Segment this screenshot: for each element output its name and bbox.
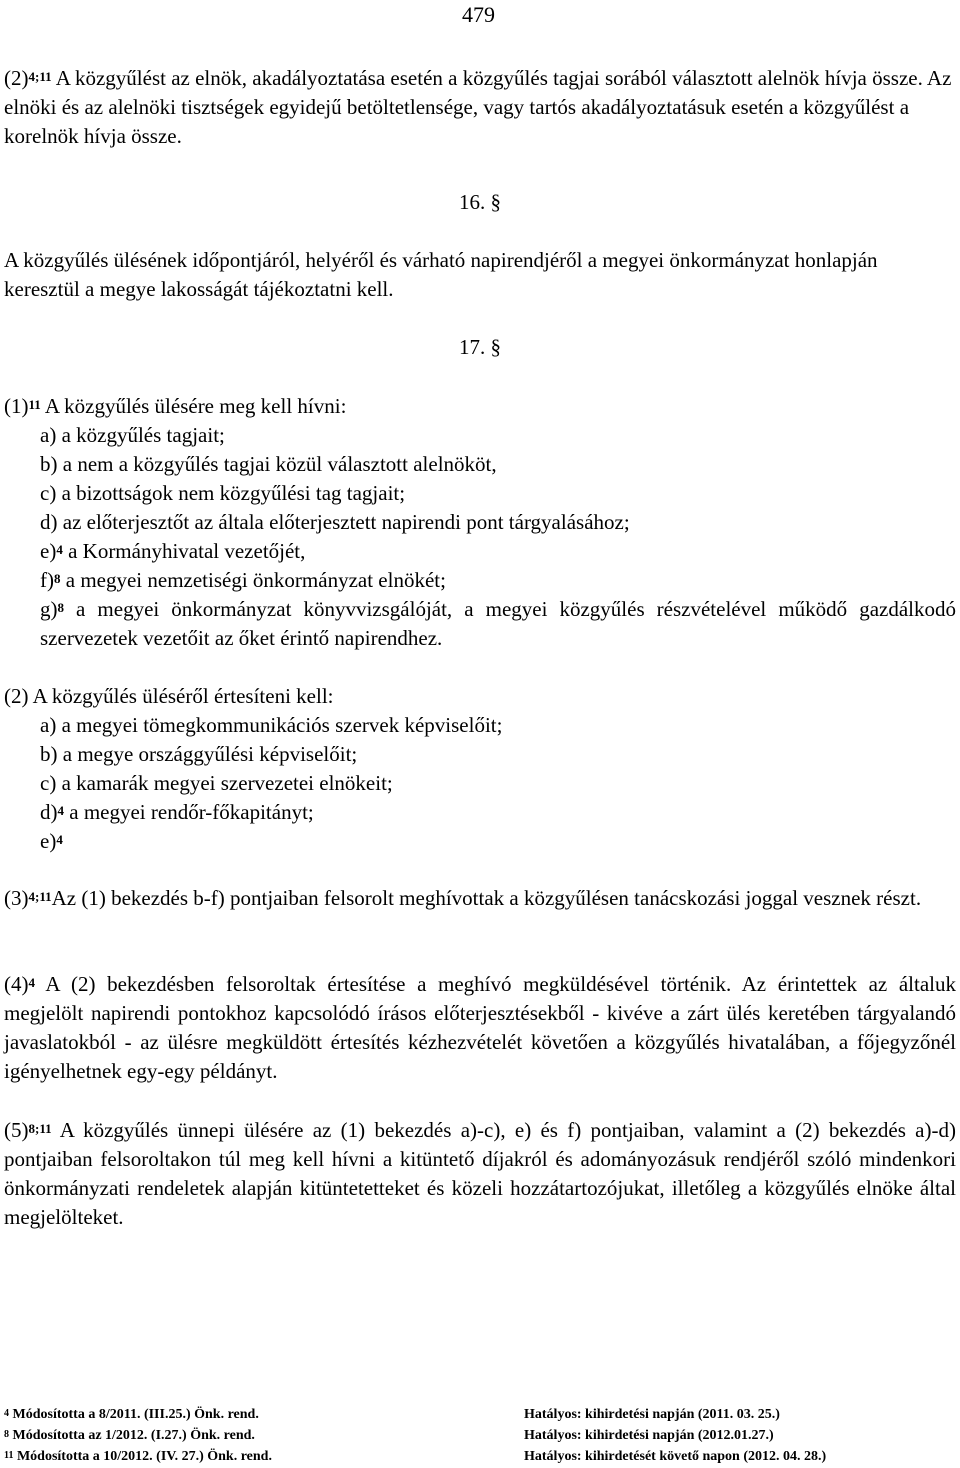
paragraph-17-3	[4, 884, 956, 913]
paragraph-17-4	[4, 970, 956, 1086]
list-item: d)$^4$ a megyei rendőr-főkapitányt;	[40, 800, 314, 824]
list-item: c) a kamarák megyei szervezetei elnökeit;	[40, 771, 393, 795]
footnote-number: 4	[4, 1408, 9, 1419]
footnote-ref: 8;11	[28, 1121, 52, 1136]
list-item: a) a közgyűlés tagjait;	[40, 423, 225, 447]
paragraph-17-5	[4, 1116, 956, 1232]
paragraph-prefix: (4)	[4, 972, 29, 996]
section-16-heading: 16. §	[459, 190, 501, 214]
section-16-text: A közgyűlés ülésének időpontjáról, helyéről és várható napirendjéről a megyei önkormányzat honlapján keresztül a megye lakosságát tájékoztatni kell.	[4, 248, 878, 301]
paragraph-17-2-intro: (2) A közgyűlés üléséről értesíteni kell:	[4, 684, 334, 708]
paragraph-text: A közgyűlés ünnepi ülésére az (1) bekezdés a)-c), e) és f) pontjaiban, valamint a (2) bekezdés a)-d) pontjaiban felsoroltakon túl meg kell hívni a kitüntető díjakról és adományozásuk rendjéről szóló mindenkori önkormányzati rendeletek alapján kitüntetetteket és közeli hozzátartozójukat, illetőleg a közgyűlés elnöke által megjelölteket.	[4, 1118, 956, 1229]
paragraph-15-2	[4, 64, 956, 151]
footnote-ref: 4	[28, 975, 35, 990]
footnote-ref: 4;11	[28, 69, 52, 84]
list-item: a) a megyei tömegkommunikációs szervek képviselőit;	[40, 713, 503, 737]
footnote-source: Módosította a 10/2012. (IV. 27.) Önk. rend.	[16, 1449, 272, 1464]
footnote-number: 8	[4, 1429, 9, 1440]
footnote-source: Módosította az 1/2012. (I.27.) Önk. rend.	[12, 1428, 255, 1443]
footnotes	[4, 1404, 956, 1467]
paragraph-prefix: (1)	[4, 394, 29, 418]
list-item: c) a bizottságok nem közgyűlési tag tagjait;	[40, 481, 406, 505]
paragraph-prefix: (5)	[4, 1118, 29, 1142]
footnote-source: Módosította a 8/2011. (III.25.) Önk. rend.	[12, 1407, 259, 1422]
footnote	[4, 1446, 956, 1467]
footnote	[4, 1404, 956, 1425]
paragraph-text: Az (1) bekezdés b-f) pontjaiban felsorolt meghívottak a közgyűlésen tanácskozási joggal vesznek részt.	[51, 886, 922, 910]
paragraph-text: A (2) bekezdésben felsoroltak értesítése a meghívó megküldésével történik. Az érintettek az általuk megjelölt napirendi pontokhoz kapcsolódó írásos előterjesztésekből - kivéve a zárt ülés keretében tárgyalandó javaslatokból - az ülésre megküldött értesítés kézhezvételét követően a közgyűlés hivatalában, a főjegyzőnél igényelhetnek egy-egy példányt.	[4, 972, 956, 1083]
footnote-effective: Hatályos: kihirdetési napján (2011. 03. 25.)	[524, 1407, 780, 1422]
footnote-ref: 4;11	[28, 889, 52, 904]
list-item: d) az előterjesztőt az általa előterjesztett napirendi pont tárgyalásához;	[40, 510, 630, 534]
page-number: 479	[462, 2, 495, 27]
list-item: e)$^4$ a Kormányhivatal vezetőjét,	[40, 539, 306, 563]
paragraph-prefix: (3)	[4, 886, 29, 910]
list-item: f)$^8$ a megyei nemzetiségi önkormányzat elnökét;	[40, 568, 446, 592]
section-17-heading: 17. §	[459, 335, 501, 359]
footnote-effective: Hatályos: kihirdetését követő napon (2012. 04. 28.)	[524, 1449, 827, 1464]
paragraph-text: A közgyűlés ülésére meg kell hívni:	[40, 394, 347, 418]
paragraph-text: A közgyűlést az elnök, akadályoztatása esetén a közgyűlés tagjai sorából választott alelnök hívja össze. Az elnöki és az alelnöki tisztségek egyidejű betöltetlensége, vagy tartós akadályoztatásuk esetén a közgyűlést a korelnök hívja össze.	[4, 66, 952, 148]
footnote-ref: 11	[28, 397, 41, 412]
footnote	[4, 1425, 956, 1446]
footnote-effective: Hatályos: kihirdetési napján (2012.01.27.)	[524, 1428, 774, 1443]
paragraph-prefix: (2)	[4, 66, 29, 90]
list-item: b) a nem a közgyűlés tagjai közül választott alelnököt,	[40, 452, 497, 476]
list-item: e)$^4$	[40, 829, 63, 853]
paragraph-17-1-intro	[4, 392, 956, 421]
list-item: b) a megye országgyűlési képviselőit;	[40, 742, 358, 766]
footnote-number: 11	[4, 1450, 14, 1461]
list-item: g)$^8$ a megyei önkormányzat könyvvizsgálóját, a megyei közgyűlés részvételével működő gazdálkodó szervezetek vezetőit az őket érintő napirendhez.	[40, 597, 956, 650]
